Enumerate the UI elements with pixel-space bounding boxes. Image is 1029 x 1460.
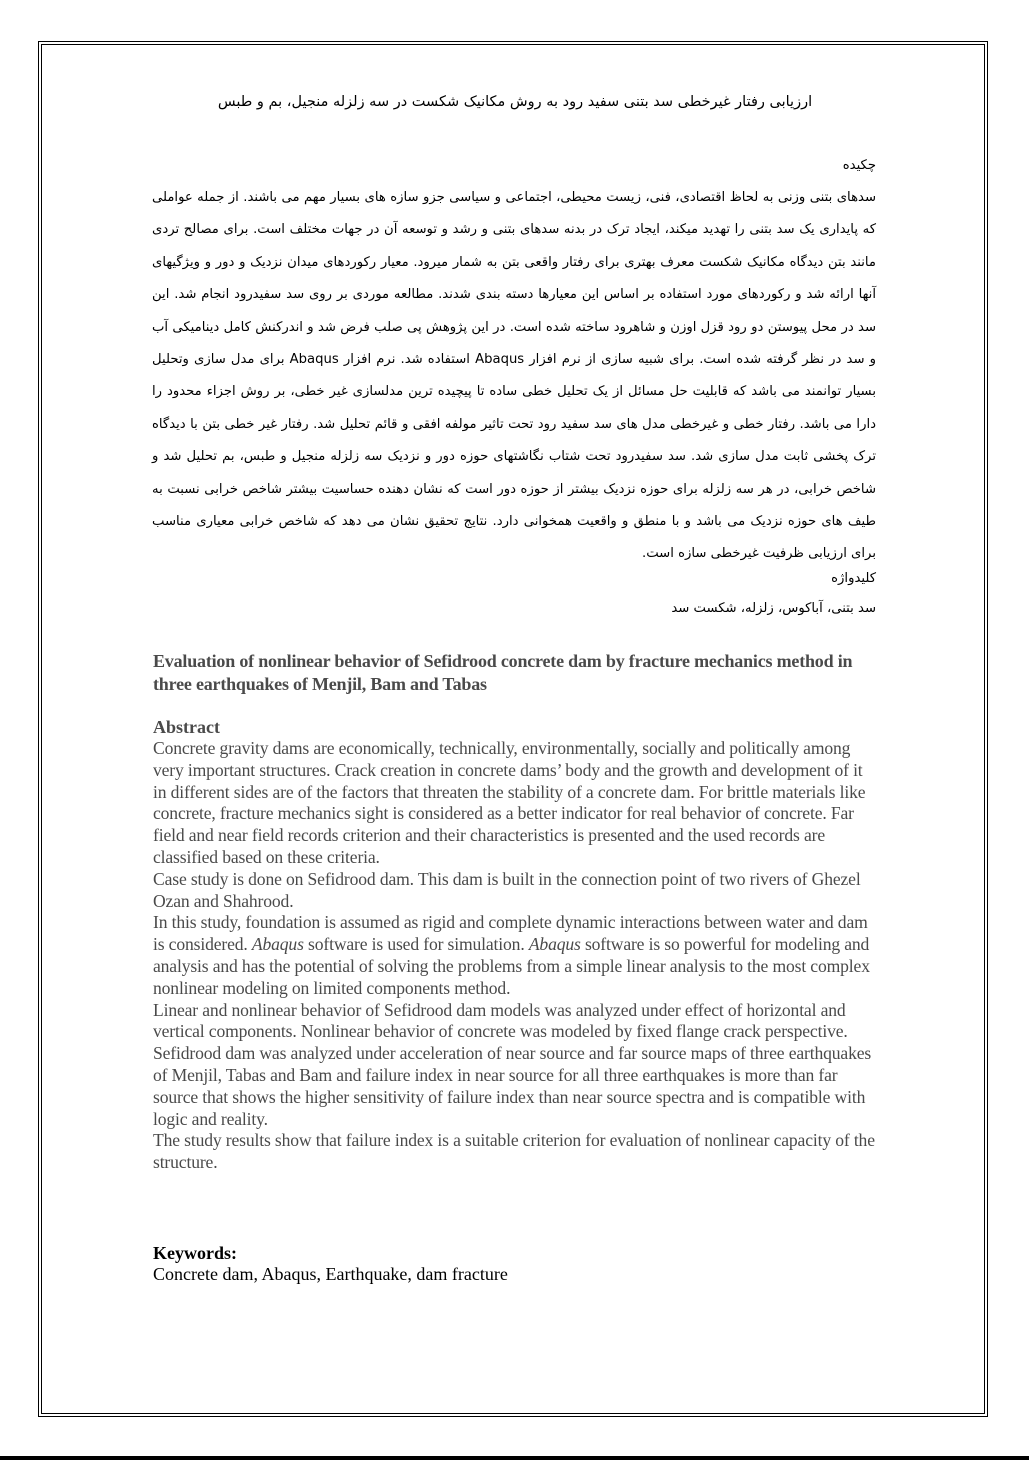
- abaqus-italic: Abaqus: [251, 934, 304, 955]
- page-bottom-edge: [0, 1456, 1029, 1460]
- english-keywords-heading: Keywords:: [153, 1243, 237, 1263]
- english-keywords: Concrete dam, Abaqus, Earthquake, dam fracture: [153, 1264, 508, 1284]
- persian-keywords-heading: کلیدواژه: [831, 571, 876, 586]
- abstract-paragraph: The study results show that failure index is a suitable criterion for evaluation of nonlinear capacity of the structure.: [153, 1130, 875, 1173]
- abstract-paragraph: Linear and nonlinear behavior of Sefidrood dam models was analyzed under effect of horizontal and vertical components. Nonlinear behavior of concrete was modeled by fixed flange crack perspective.: [153, 999, 848, 1042]
- persian-title: ارزیابی رفتار غیرخطی سد بتنی سفید رود به روش مکانیک شکست در سه زلزله منجیل، بم و طبس: [217, 94, 813, 110]
- abstract-paragraph: Concrete gravity dams are economically, technically, environmentally, socially and politically among very important structures. Crack creation in concrete dams’ body and the growth and development of it in different sides are of the factors that threaten the stability of a concrete dam. For brittle materials like concrete, fracture mechanics sight is considered as a better indicator for real behavior of concrete. Far field and near field records criterion and their characteristics is presented and the used records are classified based on these criteria.: [153, 738, 866, 867]
- persian-abstract-text: سدهای بتنی وزنی به لحاظ اقتصادی، فنی، زیست محیطی، اجتماعی و سیاسی جزو سازه های بسیار مهم می باشند. از جمله عواملی که پایداری یک سد بتنی را تهدید میکند، ایجاد ترک در بدنه سدهای بتنی و رشد و توسعه آن در جهات مختلف است. برای مصالح تردی مانند بتن دیدگاه مکانیک شکست معرف بهتری برای رفتار واقعی بتن به شمار میرود. معیار رکوردهای میدان نزدیک و دور و ویژگیهای آنها ارائه شد و رکوردهای مورد استفاده بر اساس این معیارها دسته بندی شدند. مطالعه موردی بر روی سد سفیدرود انجام شد. این سد در محل پیوستن دو رود قزل اوزن و شاهرود ساخته شده است. در این پژوهش پی صلب فرض شد و اندرکنش کامل دینامیکی آب و سد در نظر گرفته شده است. برای شبیه سازی از نرم افزار Abaqus استفاده شد. نرم افزار Abaqus برای مدل سازی وتحلیل بسیار توانمند می باشد که قابلیت حل مسائل از یک تحلیل خطی ساده تا پیچیده ترین مدلسازی غیر خطی، بر روش اجزاء محدود را دارا می باشد. رفتار خطی و غیرخطی مدل های سد سفید رود تحت تاثیر مولفه افقی و قائم تحلیل شد. رفتار غیر خطی بتن با دیدگاه ترک پخشی ثابت مدل سازی شد. سد سفیدرود تحت شتاب نگاشتهای حوزه دور و نزدیک سه زلزله منجیل و طبس، بم تحلیل شد و شاخص خرابی، در هر سه زلزله برای حوزه نزدیک بیشتر از حوزه دور است که نشان دهنده حساسیت بیشتر شاخص خرابی نسبت به طیف های حوزه نزدیک می باشد و با منطق و واقعیت همخوانی دارد. نتایج تحقیق نشان می دهد که شاخص خرابی معیاری مناسب برای ارزیابی ظرفیت غیرخطی سازه است.: [152, 190, 876, 562]
- abstract-paragraph: [153, 912, 878, 999]
- english-abstract-body: [153, 738, 878, 1174]
- persian-abstract-heading: چکیده: [842, 158, 876, 173]
- abstract-text-span: In this study, foundation is assumed as rigid and complete dynamic interactions between water and dam is considered.: [153, 912, 868, 955]
- abstract-paragraph: Case study is done on Sefidrood dam. This dam is built in the connection point of two rivers of Ghezel Ozan and Shahrood.: [153, 868, 861, 911]
- english-abstract-heading: Abstract: [153, 717, 220, 737]
- abstract-text-span: software is so powerful for modeling and analysis and has the potential of solving the problems from a simple linear analysis to the most complex nonlinear modeling on limited components method.: [153, 934, 870, 998]
- english-title: Evaluation of nonlinear behavior of Sefidrood concrete dam by fracture mechanics method in three earthquakes of Menjil, Bam and Tabas: [153, 651, 853, 694]
- persian-keywords: سد بتنی، آباکوس، زلزله، شکست سد: [671, 601, 876, 616]
- abaqus-italic: Abaqus: [528, 934, 581, 955]
- abstract-text-span: software is used for simulation.: [303, 934, 529, 955]
- abstract-paragraph: Sefidrood dam was analyzed under acceleration of near source and far source maps of three earthquakes of Menjil, Tabas and Bam and failure index in near source for all three earthquakes is more than far source that shows the higher sensitivity of failure index than near source spectra and is compatible with logic and reality.: [153, 1043, 872, 1129]
